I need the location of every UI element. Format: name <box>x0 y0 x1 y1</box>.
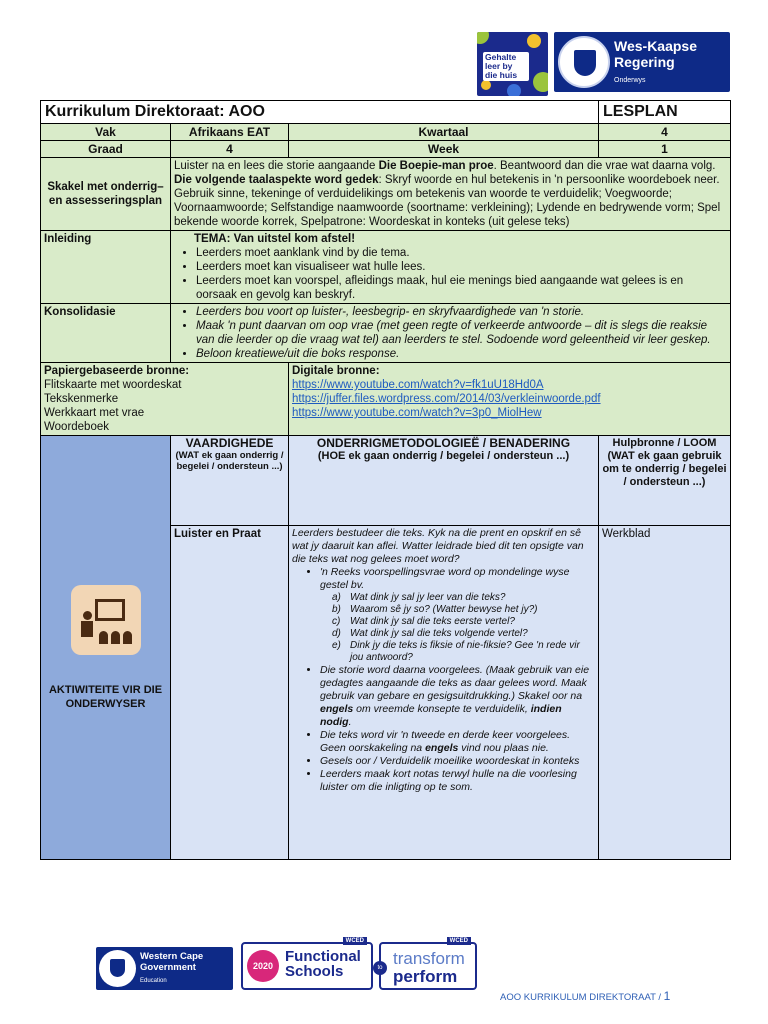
skakel-row <box>41 158 731 231</box>
graad-value: 4 <box>171 141 289 158</box>
wcg-line1: Western Cape <box>140 951 204 962</box>
paper-resources <box>41 363 289 436</box>
activities-header-row <box>41 436 731 526</box>
methodology-cell <box>289 526 599 860</box>
skakel-content <box>171 158 731 231</box>
col-resources-title: Hulpbronne / LOOM <box>612 437 717 449</box>
methodology-list <box>292 566 595 794</box>
skill-cell: Luister en Praat <box>171 526 289 860</box>
kwartaal-value: 4 <box>599 124 731 141</box>
wced-tag: WCED <box>343 937 367 945</box>
inleiding-content <box>171 231 731 304</box>
graad-label: Graad <box>41 141 171 158</box>
activities-side-label: AKTIWITEITE VIR DIE ONDERWYSER <box>48 683 163 710</box>
page-footer <box>500 989 670 1003</box>
konsolidasie-content <box>171 304 731 363</box>
wcg-line3: Education <box>140 978 167 984</box>
perform-text: perform <box>393 967 458 986</box>
list-item: Flitskaarte met woordeskat <box>44 379 182 391</box>
wkr-name-line1: Wes-Kaapse <box>614 38 698 54</box>
year-badge: 2020 <box>247 950 279 982</box>
skakel-line1: Luister na en lees die storie aangaande Die Boepie-man proe. Beantwoord dan die vrae wat daarna volg. <box>174 160 716 172</box>
konsolidasie-label: Konsolidasie <box>41 304 171 363</box>
paper-resources-label: Papiergebaseerde bronne: <box>44 365 190 377</box>
list-item: • Leerders maak kort notas terwyl hulle na die voorlesing luister om die inligting op te som. <box>320 768 595 794</box>
col-methodology-sub: (HOE ek gaan onderrig / begelei / ondersteun ...) <box>317 450 570 462</box>
col-resources-sub: (WAT ek gaan gebruik om te onderrig / begelei / ondersteun ...) <box>602 450 727 488</box>
schools-text: Schools <box>285 963 344 980</box>
question-item: e) Dink jy die teks is fiksie of nie-fiksie? Gee 'n rede vir jou antwoord? <box>332 640 580 663</box>
list-item: • Beloon kreatiewe/uit die boks response. <box>196 347 727 361</box>
col-vaardighede-sub: (WAT ek gaan onderrig / begelei / ondersteun ...) <box>175 450 284 472</box>
list-item: • Leerders moet aanklank vind by die tema. <box>196 246 727 260</box>
youtube-link-2[interactable]: https://www.youtube.com/watch?v=3p0_MiolHew <box>292 407 542 419</box>
wordpress-pdf-link[interactable]: https://juffer.files.wordpress.com/2014/03/verkleinwoorde.pdf <box>292 393 601 405</box>
wkr-sub: Onderwys <box>614 77 646 84</box>
resource-cell: Werkblad <box>599 526 731 860</box>
meta-row-2 <box>41 141 731 158</box>
kwartaal-label: Kwartaal <box>289 124 599 141</box>
question-item: d) Wat dink jy sal die teks volgende vertel? <box>332 628 528 639</box>
week-value: 1 <box>599 141 731 158</box>
week-label: Week <box>289 141 599 158</box>
skakel-label: Skakel met onderrig–en assesseringsplan <box>41 158 171 231</box>
list-item: Werkkaart met vrae <box>44 407 145 419</box>
transform-text: transform <box>393 949 465 968</box>
col-methodology-header <box>289 436 599 526</box>
question-item: b) Waarom sê jy so? (Watter bewyse het jy?) <box>332 604 538 615</box>
footer-label: AOO KURRIKULUM DIREKTORAAT / <box>500 992 664 1003</box>
digital-resources <box>289 363 731 436</box>
list-item: • Die storie word daarna voorgelees. (Maak gebruik van eie gedagtes aangaande die teks as daar gelees word. Maak gebruik van gebare en gesigsuitdrukking.) Skakel oor na engels om vreemde konsepte te verduidelik, indien nodig. <box>320 664 595 729</box>
document-type: LESPLAN <box>599 101 731 124</box>
inleiding-tema: TEMA: Van uitstel kom afstel! <box>194 233 356 245</box>
lesson-plan-table <box>40 100 731 860</box>
col-vaardighede-title: VAARDIGHEDE <box>185 436 274 450</box>
inleiding-label: Inleiding <box>41 231 171 304</box>
inleiding-row <box>41 231 731 304</box>
gehalte-logo <box>477 32 548 96</box>
western-cape-government-logo <box>96 947 233 990</box>
vak-label: Vak <box>41 124 171 141</box>
list-item: • Leerders moet kan visualiseer wat hulle lees. <box>196 260 727 274</box>
activities-side-panel <box>41 436 171 860</box>
list-item: Tekskenmerke <box>44 393 119 405</box>
coat-of-arms-icon <box>558 36 610 88</box>
to-circle: to <box>373 961 387 975</box>
list-item: • Maak 'n punt daarvan om oop vrae (met geen regte of verkeerde antwoorde – dit is slegs die reaksie van die leerder op die vraag wat tel) aan leerders te stel. Sodoende word geleentheid vir leer geskep. <box>196 319 727 347</box>
gehalte-logo-text: Gehalte leer by die huis <box>483 52 529 81</box>
wkr-name-line2: Regering <box>614 54 675 70</box>
inleiding-list <box>174 246 727 302</box>
coat-of-arms-icon <box>99 950 136 987</box>
list-item: • Leerders moet kan voorspel, afleidings maak, hul eie menings bied aangaande wat gelees is en oorsaak en gevolg kan beskryf. <box>196 274 727 302</box>
methodology-intro: Leerders bestudeer die teks. Kyk na die prent en opskrif en sê wat jy daaruit kan aflei. Watter leidrade bied dit ten opsigte van die teks wat nog gelees moet word? <box>292 527 584 565</box>
wes-kaapse-regering-logo <box>554 32 730 92</box>
functional-schools-logo <box>241 938 373 990</box>
transform-perform-logo <box>377 938 477 990</box>
teacher-presentation-icon <box>71 585 141 655</box>
page-number: 1 <box>663 989 671 1003</box>
konsolidasie-list <box>174 305 727 361</box>
document-title: Kurrikulum Direktoraat: AOO <box>41 101 599 124</box>
bronne-row <box>41 363 731 436</box>
konsolidasie-row <box>41 304 731 363</box>
prediction-questions <box>320 592 595 664</box>
youtube-link-1[interactable]: https://www.youtube.com/watch?v=fk1uU18Hd0A <box>292 379 544 391</box>
title-row <box>41 101 731 124</box>
digital-resources-label: Digitale bronne: <box>292 365 380 377</box>
list-item: • Gesels oor / Verduidelik moeilike woordeskat in konteks <box>320 755 595 768</box>
wcg-line2: Government <box>140 962 196 973</box>
list-item: Woordeboek <box>44 421 109 433</box>
question-item: a) Wat dink jy sal jy leer van die teks? <box>332 592 506 603</box>
list-item: • 'n Reeks voorspellingsvrae word op mondelinge wyse gestel bv. a) Wat dink jy sal jy leer van die teks? b) Waarom sê jy so? (Watter bewyse het jy?) c) Wat dink jy sal die teks eerste vertel? d) Wat dink jy sal die teks volgende vertel? e) Dink jy die teks is fiksie of nie-fiksie? Gee 'n rede vir jou antwoord? <box>320 566 595 664</box>
wced-tag: WCED <box>447 937 471 945</box>
col-resources-header <box>599 436 731 526</box>
col-vaardighede-header <box>171 436 289 526</box>
skakel-line2: Die volgende taalaspekte word gedek: Skryf woorde en hul betekenis in 'n persoonlike woordeboek neer. Gebruik sinne, tekeninge of verduidelikings om betekenis van woorde te verduidelik; Voegwoorde; Voornaamwoorde; Selfstandige naamwoorde (soortname: verkleining); Lydende en bedrywende vorm; Spel bekende woorde korrek, Spelpatrone: Woordeskat in konteks (uit gelese teks) <box>174 174 721 228</box>
vak-value: Afrikaans EAT <box>171 124 289 141</box>
functional-text: Functional <box>285 948 361 965</box>
question-item: c) Wat dink jy sal die teks eerste vertel? <box>332 616 515 627</box>
col-methodology-title: ONDERRIGMETODOLOGIEË / BENADERING <box>316 436 571 450</box>
list-item: • Die teks word vir 'n tweede en derde keer voorgelees. Geen oorskakeling na engels vind nou plaas nie. <box>320 729 595 755</box>
meta-row-1 <box>41 124 731 141</box>
list-item: • Leerders bou voort op luister-, leesbegrip- en skryfvaardighede van 'n storie. <box>196 305 727 319</box>
